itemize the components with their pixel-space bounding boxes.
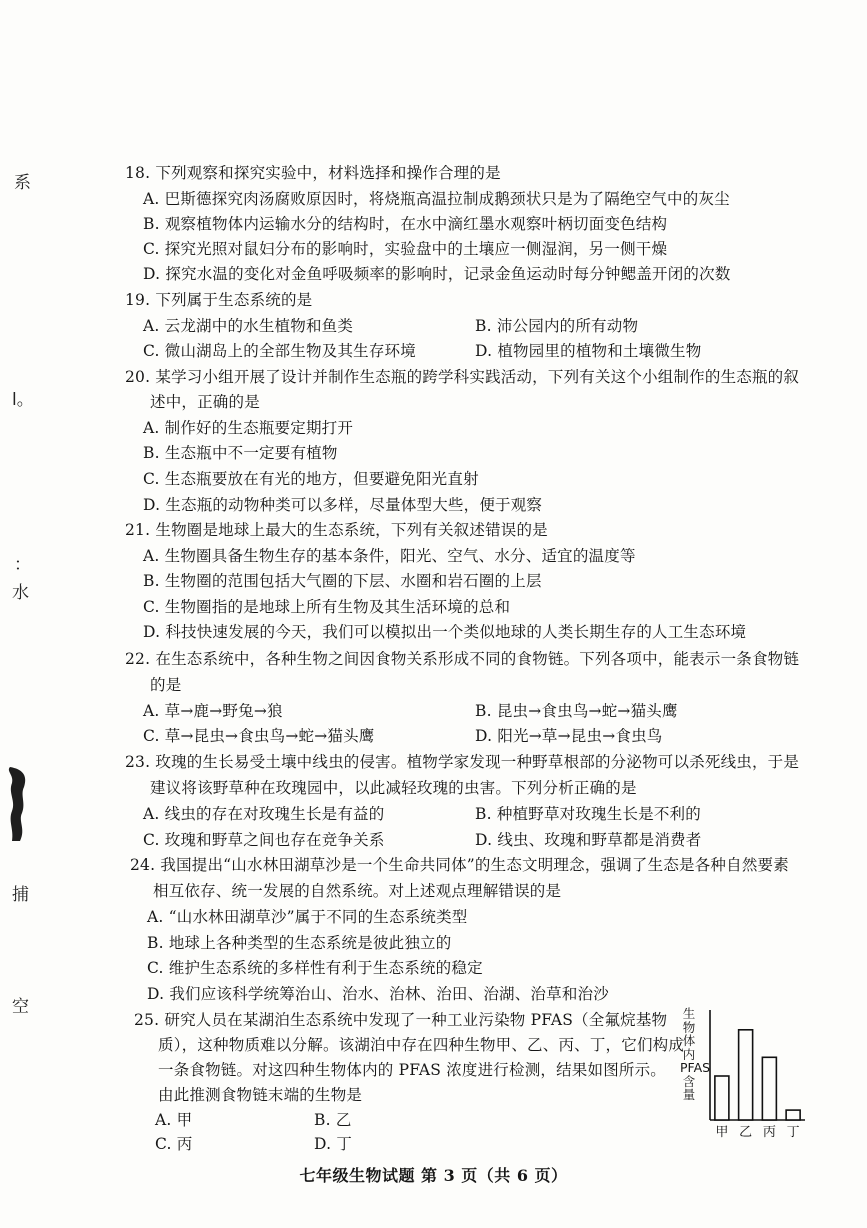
- margin-fragment-1: 系: [14, 173, 31, 193]
- option-a: A. 线虫的存在对玫瑰生长是有益的: [143, 805, 385, 823]
- question-stem: 18. 下列观察和探究实验中，材料选择和操作合理的是: [125, 164, 501, 182]
- margin-fragment-5: 捕: [12, 885, 29, 905]
- chart-bar-1: [715, 1076, 729, 1120]
- question-stem: 25. 研究人员在某湖泊生态系统中发现了一种工业污染物 PFAS（全氟烷基物: [134, 1011, 668, 1029]
- option-a: A. 生物圈具备生物生存的基本条件，阳光、空气、水分、适宜的温度等: [143, 547, 636, 565]
- question-stem: 23. 玫瑰的生长易受土壤中线虫的侵害。植物学家发现一种野草根部的分泌物可以杀死线虫，于是: [125, 753, 800, 771]
- option-d: D. 线虫、玫瑰和野草都是消费者: [475, 831, 702, 849]
- option-b: B. 昆虫→食虫鸟→蛇→猫头鹰: [475, 702, 678, 720]
- margin-fragment-4: 水: [12, 583, 29, 603]
- question-stem-cont: 由此推测食物链末端的生物是: [158, 1086, 363, 1104]
- option-a: A. “山水林田湖草沙”属于不同的生态系统类型: [147, 908, 468, 926]
- chart-bar-3: [762, 1057, 776, 1120]
- margin-fragment-2: l。: [12, 390, 34, 410]
- option-c: C. 丙: [155, 1135, 193, 1153]
- option-a: A. 甲: [155, 1111, 193, 1129]
- question-stem: 22. 在生态系统中，各种生物之间因食物关系形成不同的食物链。下列各项中，能表示一条食物链: [125, 650, 800, 668]
- margin-fragment-3: ：: [14, 555, 31, 575]
- option-a: A. 制作好的生态瓶要定期打开: [143, 419, 354, 437]
- chart-bar-4: [786, 1110, 800, 1120]
- question-stem: 21. 生物圈是地球上最大的生态系统，下列有关叙述错误的是: [125, 521, 548, 539]
- question-stem-cont: 的是: [150, 676, 182, 694]
- option-c: C. 草→昆虫→食虫鸟→蛇→猫头鹰: [143, 727, 375, 745]
- option-b: B. 生态瓶中不一定要有植物: [143, 444, 338, 462]
- option-c: C. 生物圈指的是地球上所有生物及其生活环境的总和: [143, 598, 511, 616]
- question-stem-cont: 质），这种物质难以分解。该湖泊中存在四种生物甲、乙、丙、丁，它们构成: [158, 1036, 685, 1054]
- option-d: D. 丁: [314, 1135, 353, 1153]
- question-stem-cont: 建议将该野草种在玫瑰园中，以此减轻玫瑰的虫害。下列分析正确的是: [150, 779, 637, 797]
- question-stem: 24. 我国提出“山水林田湖草沙是一个生命共同体”的生态文明理念，强调了生态是各种自然要素: [130, 856, 789, 874]
- question-stem: 20. 某学习小组开展了设计并制作生态瓶的跨学科实践活动，下列有关这个小组制作的生态瓶的叙: [125, 368, 800, 386]
- option-c: C. 探究光照对鼠妇分布的影响时，实验盘中的土壤应一侧湿润，另一侧干燥: [143, 240, 668, 258]
- option-d: D. 生态瓶的动物种类可以多样，尽量体型大些，便于观察: [143, 496, 543, 514]
- question-stem: 19. 下列属于生态系统的是: [125, 291, 313, 309]
- option-b: B. 生物圈的范围包括大气圈的下层、水圈和岩石圈的上层: [143, 572, 542, 590]
- option-b: B. 种植野草对玫瑰生长是不利的: [475, 805, 701, 823]
- option-b: B. 乙: [314, 1111, 352, 1129]
- option-d: D. 我们应该科学统筹治山、治水、治林、治田、治湖、治草和治沙: [147, 985, 609, 1003]
- chart-x-tick-label: 乙: [739, 1125, 753, 1140]
- option-c: C. 微山湖岛上的全部生物及其生存环境: [143, 342, 416, 360]
- option-d: D. 植物园里的植物和土壤微生物: [475, 342, 702, 360]
- option-c: C. 维护生态系统的多样性有利于生态系统的稳定: [147, 959, 483, 977]
- option-a: A. 草→鹿→野兔→狼: [143, 702, 283, 720]
- chart-x-tick-label: 丙: [762, 1125, 776, 1140]
- option-b: B. 地球上各种类型的生态系统是彼此独立的: [147, 934, 452, 952]
- margin-fragment-6: 空: [12, 997, 29, 1017]
- chart-plot: [700, 1005, 810, 1143]
- question-stem-cont: 相互依存、统一发展的自然系统。对上述观点理解错误的是: [153, 882, 562, 900]
- option-c: C. 玫瑰和野草之间也存在竞争关系: [143, 831, 385, 849]
- binding-mark: [2, 765, 32, 843]
- chart-x-tick-label: 甲: [715, 1125, 729, 1140]
- option-a: A. 巴斯德探究肉汤腐败原因时，将烧瓶高温拉制成鹅颈状只是为了隔绝空气中的灰尘: [143, 190, 730, 208]
- chart-bar-2: [739, 1030, 753, 1120]
- option-d: D. 科技快速发展的今天，我们可以模拟出一个类似地球的人类长期生存的人工生态环境: [143, 623, 747, 641]
- option-b: B. 观察植物体内运输水分的结构时，在水中滴红墨水观察叶柄切面变色结构: [143, 215, 668, 233]
- chart-y-axis-label: 生物体内PFAS含量: [680, 1006, 711, 1102]
- option-b: B. 沛公园内的所有动物: [475, 317, 639, 335]
- option-c: C. 生态瓶要放在有光的地方，但要避免阳光直射: [143, 470, 479, 488]
- chart-x-tick-label: 丁: [786, 1125, 800, 1140]
- option-a: A. 云龙湖中的水生植物和鱼类: [143, 317, 354, 335]
- page-footer: 七年级生物试题 第 3 页（共 6 页）: [299, 1166, 568, 1185]
- pfas-bar-chart: [680, 1005, 808, 1143]
- question-stem-cont: 一条食物链。对这四种生物体内的 PFAS 浓度进行检测，结果如图所示。: [158, 1061, 667, 1079]
- option-d: D. 探究水温的变化对金鱼呼吸频率的影响时，记录金鱼运动时每分钟鳃盖开闭的次数: [143, 265, 731, 283]
- option-d: D. 阳光→草→昆虫→食虫鸟: [475, 727, 663, 745]
- question-stem-cont: 述中，正确的是: [150, 393, 260, 411]
